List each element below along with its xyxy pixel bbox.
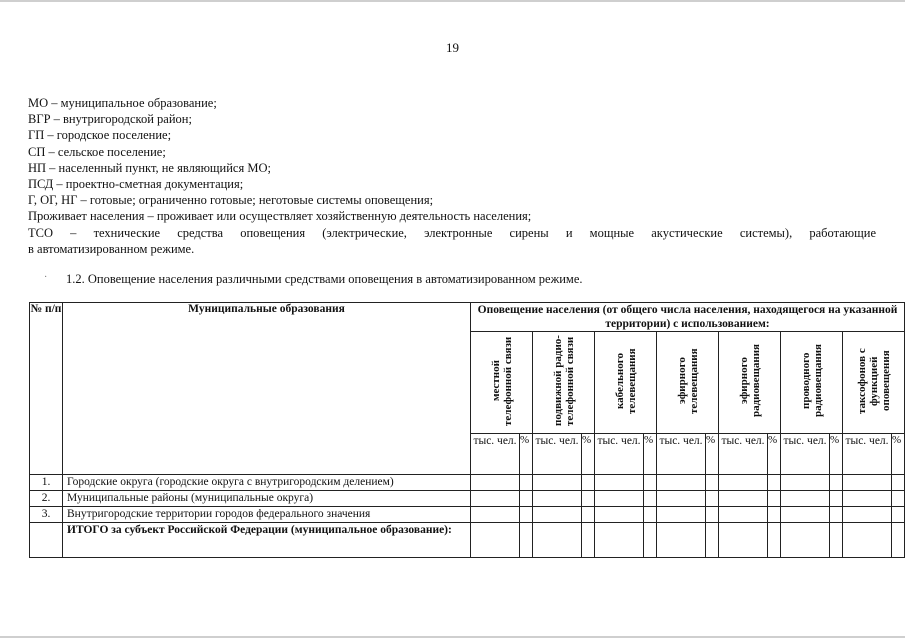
row-label: Городские округа (городские округа с внутригородским делением) <box>63 475 471 491</box>
data-cell[interactable] <box>595 507 644 523</box>
data-cell[interactable] <box>768 507 781 523</box>
data-cell[interactable] <box>595 491 644 507</box>
scan-mark: · <box>44 272 48 283</box>
data-cell[interactable] <box>843 475 892 491</box>
scan-edge-top <box>0 0 905 2</box>
data-cell[interactable] <box>768 523 781 558</box>
row-label: Муниципальные районы (муниципальные округа) <box>63 491 471 507</box>
means-label: таксофонов с функцией оповещения <box>855 348 892 414</box>
data-cell[interactable] <box>582 475 595 491</box>
data-cell[interactable] <box>471 491 520 507</box>
data-cell[interactable] <box>706 491 719 507</box>
data-cell[interactable] <box>892 507 905 523</box>
row-label: Внутригородские территории городов федерального значения <box>63 507 471 523</box>
data-cell[interactable] <box>520 523 533 558</box>
data-cell[interactable] <box>781 475 830 491</box>
data-cell[interactable] <box>719 475 768 491</box>
means-label: кабельного телевещания <box>613 348 638 414</box>
percent-header: % <box>582 434 595 475</box>
abbreviation-line: ПСД – проектно-сметная документация; <box>28 177 244 192</box>
means-label: проводного радиовещания <box>799 344 824 418</box>
means-header <box>719 332 781 434</box>
data-cell[interactable] <box>830 491 843 507</box>
data-cell[interactable] <box>644 475 657 491</box>
data-cell[interactable] <box>533 507 582 523</box>
row-number: 3. <box>30 507 63 523</box>
total-label: ИТОГО за субъект Российской Федерации (муниципальное образование): <box>63 523 471 558</box>
abbreviation-line: ВГР – внутригородской район; <box>28 112 192 127</box>
data-cell[interactable] <box>471 523 520 558</box>
data-cell[interactable] <box>533 475 582 491</box>
means-header <box>471 332 533 434</box>
column-header-municipalities: Муниципальные образования <box>63 303 471 475</box>
unit-header: тыс. чел. <box>719 434 768 475</box>
column-header-notification: Оповещение населения (от общего числа населения, находящегося на указанной территории) с использованием: <box>471 303 905 332</box>
data-cell[interactable] <box>843 507 892 523</box>
data-cell[interactable] <box>520 491 533 507</box>
data-cell[interactable] <box>706 523 719 558</box>
data-cell[interactable] <box>719 523 768 558</box>
percent-header: % <box>768 434 781 475</box>
data-cell[interactable] <box>657 523 706 558</box>
unit-header: тыс. чел. <box>533 434 582 475</box>
abbreviation-line: МО – муниципальное образование; <box>28 96 217 110</box>
percent-header: % <box>830 434 843 475</box>
data-cell[interactable] <box>830 475 843 491</box>
data-cell[interactable] <box>657 475 706 491</box>
tso-definition-cont: в автоматизированном режиме. <box>28 241 195 256</box>
means-header <box>657 332 719 434</box>
abbreviation-line: Г, ОГ, НГ – готовые; ограниченно готовые; неготовые системы оповещения; <box>28 193 434 208</box>
data-cell[interactable] <box>892 491 905 507</box>
data-cell[interactable] <box>706 475 719 491</box>
abbreviation-line: СП – сельское поселение; <box>28 144 166 159</box>
notification-table <box>29 302 905 558</box>
data-cell[interactable] <box>843 491 892 507</box>
row-number: 1. <box>30 475 63 491</box>
data-cell[interactable] <box>768 475 781 491</box>
data-cell[interactable] <box>644 507 657 523</box>
means-header <box>843 332 905 434</box>
percent-header: % <box>892 434 905 475</box>
unit-header: тыс. чел. <box>657 434 706 475</box>
data-cell[interactable] <box>892 523 905 558</box>
data-cell[interactable] <box>533 491 582 507</box>
data-cell[interactable] <box>582 507 595 523</box>
abbreviation-line: Проживает населения – проживает или осуществляет хозяйственную деятельность населения; <box>28 209 532 224</box>
means-label: местной телефонной связи <box>489 336 514 426</box>
unit-header: тыс. чел. <box>595 434 644 475</box>
scan-edge-bottom <box>0 636 905 638</box>
data-cell[interactable] <box>830 507 843 523</box>
abbreviation-line: ГП – городское поселение; <box>28 128 172 143</box>
data-cell[interactable] <box>582 491 595 507</box>
means-header <box>595 332 657 434</box>
data-cell[interactable] <box>719 507 768 523</box>
means-label: эфирного телевещания <box>675 348 700 414</box>
column-header-number: № п/п <box>30 303 63 475</box>
tso-definition: ТСО – технические средства оповещения (электрические, электронные сирены и мощные акустические системы), работающие <box>28 225 876 240</box>
data-cell[interactable] <box>471 507 520 523</box>
data-cell[interactable] <box>471 475 520 491</box>
data-cell[interactable] <box>781 523 830 558</box>
percent-header: % <box>644 434 657 475</box>
means-label: эфирного радиовещания <box>737 344 762 418</box>
row-number <box>30 523 63 558</box>
unit-header: тыс. чел. <box>471 434 520 475</box>
data-cell[interactable] <box>843 523 892 558</box>
section-title: 1.2. Оповещение населения различными средствами оповещения в автоматизированном режиме. <box>66 272 583 286</box>
percent-header: % <box>520 434 533 475</box>
data-cell[interactable] <box>582 523 595 558</box>
unit-header: тыс. чел. <box>843 434 892 475</box>
data-cell[interactable] <box>595 475 644 491</box>
data-cell[interactable] <box>595 523 644 558</box>
means-header <box>781 332 843 434</box>
data-cell[interactable] <box>892 475 905 491</box>
data-cell[interactable] <box>644 523 657 558</box>
table-row <box>30 475 905 491</box>
data-cell[interactable] <box>706 507 719 523</box>
row-number: 2. <box>30 491 63 507</box>
abbreviations-list <box>28 95 876 257</box>
table-row <box>30 507 905 523</box>
data-cell[interactable] <box>644 491 657 507</box>
means-header <box>533 332 595 434</box>
data-cell[interactable] <box>657 491 706 507</box>
data-cell[interactable] <box>781 491 830 507</box>
data-cell[interactable] <box>533 523 582 558</box>
percent-header: % <box>706 434 719 475</box>
data-cell[interactable] <box>719 491 768 507</box>
unit-header: тыс. чел. <box>781 434 830 475</box>
page-number: 19 <box>446 40 459 55</box>
data-cell[interactable] <box>657 507 706 523</box>
data-cell[interactable] <box>520 475 533 491</box>
abbreviation-line: НП – населенный пункт, не являющийся МО; <box>28 160 271 175</box>
table-row <box>30 491 905 507</box>
data-cell[interactable] <box>768 491 781 507</box>
total-row <box>30 523 905 558</box>
data-cell[interactable] <box>830 523 843 558</box>
means-label: подвижной радио-телефонной связи <box>551 335 576 427</box>
data-cell[interactable] <box>781 507 830 523</box>
data-cell[interactable] <box>520 507 533 523</box>
